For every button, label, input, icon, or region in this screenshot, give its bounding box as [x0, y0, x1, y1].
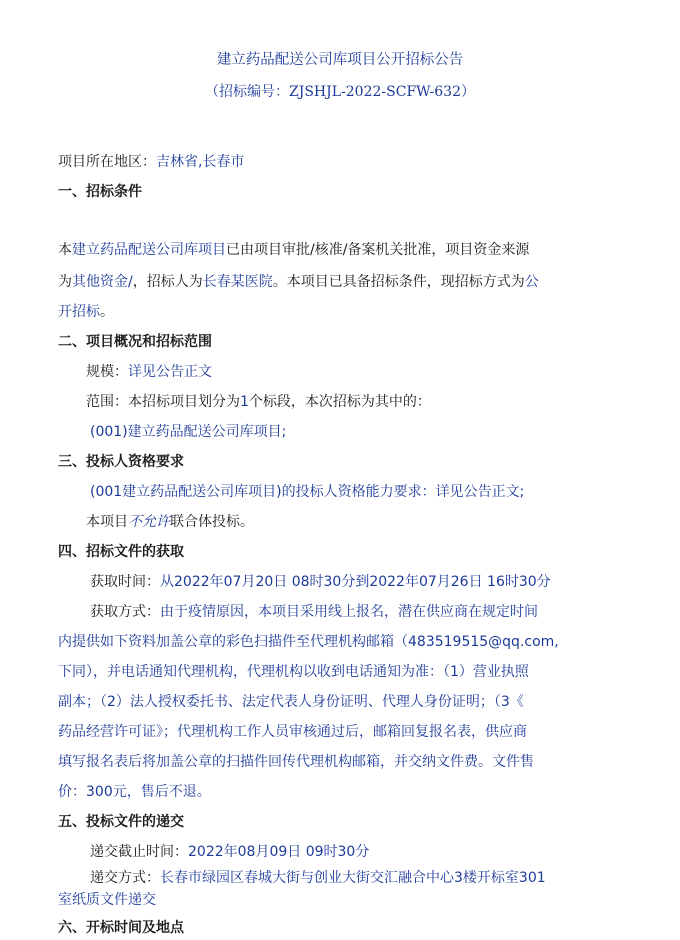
- tender-method: 开招标: [58, 304, 100, 320]
- text: 。: [100, 304, 114, 320]
- submit-way-text: 长春市绿园区春城大街与创业大街交汇融合中心3楼开标室301: [160, 870, 546, 886]
- consortium-status: 不允许: [128, 514, 170, 530]
- obtain-time: [90, 572, 551, 592]
- sec1-line-1: [58, 240, 529, 260]
- fund-source: 其他资金/: [72, 274, 133, 290]
- section-heading-4: 四、招标文件的获取: [58, 544, 184, 560]
- tenderee: 长春某医院: [202, 274, 273, 290]
- deadline-label: 递交截止时间：: [90, 844, 188, 860]
- section-heading-1: 一、招标条件: [58, 184, 142, 200]
- obtain-way-text: 由于疫情原因，本项目采用线上报名，潜在供应商在规定时间: [160, 604, 538, 620]
- obtain-way-line-3: 下同），并电话通知代理机构，代理机构以收到电话通知为准：（1）营业执照: [58, 664, 529, 680]
- page-title: 建立药品配送公司库项目公开招标公告: [216, 52, 464, 68]
- tender-code: （招标编号：ZJSHJL-2022-SCFW-632）: [205, 84, 475, 100]
- sec1-line-2: [58, 272, 539, 292]
- range-label: 范围：本招标项目划分为: [86, 394, 240, 410]
- obtain-way-line-2: 内提供如下资料加盖公章的彩色扫描件至代理机构邮箱（483519515@qq.com,: [58, 634, 559, 650]
- text: ，招标人为: [132, 274, 203, 290]
- text: 本: [58, 242, 72, 258]
- text: 为: [58, 274, 72, 290]
- obtain-way-line-4: 副本；（2）法人授权委托书、法定代表人身份证明、代理人身份证明；（3《: [58, 694, 524, 710]
- text: 本项目: [86, 514, 128, 530]
- section-heading-2: 二、项目概况和招标范围: [58, 334, 212, 350]
- lot-count: 1: [240, 394, 249, 410]
- lot-item: (001)建立药品配送公司库项目;: [90, 424, 287, 440]
- obtain-way-line-7: 价：300元，售后不退。: [58, 784, 211, 800]
- text: 已由项目审批/核准/备案机关批准，项目资金来源: [226, 242, 530, 258]
- section-heading-5: 五、投标文件的递交: [58, 814, 184, 830]
- section-heading-6: 六、开标时间及地点: [58, 920, 184, 936]
- text: 。本项目已具备招标条件，现招标方式为: [272, 274, 525, 290]
- obtain-way-line-6: 填写报名表后将加盖公章的扫描件回传代理机构邮箱，并交纳文件费。文件售: [58, 754, 534, 770]
- range-text: 个标段，本次招标为其中的：: [248, 394, 431, 410]
- obtain-time-label: 获取时间：: [90, 574, 160, 590]
- section-heading-3: 三、投标人资格要求: [58, 454, 184, 470]
- submit-way-line-2: 室纸质文件递交: [58, 892, 156, 908]
- bidder-requirement: (001建立药品配送公司库项目)的投标人资格能力要求：详见公告正文;: [90, 484, 525, 500]
- text: 联合体投标。: [170, 514, 254, 530]
- obtain-way-label: 获取方式：: [90, 604, 160, 620]
- scale-value: 详见公告正文: [128, 364, 212, 380]
- submit-way-label: 递交方式：: [90, 870, 160, 886]
- obtain-time-value: 从2022年07月20日 08时30分到2022年07月26日 16时30分: [160, 574, 551, 590]
- submit-deadline: [90, 842, 369, 862]
- scale-label: 规模：: [86, 364, 128, 380]
- tender-method: 公: [524, 274, 539, 290]
- location-value: 吉林省,长春市: [156, 154, 245, 170]
- obtain-way-line-1: [90, 602, 538, 622]
- project-scale: [86, 362, 212, 382]
- deadline-value: 2022年08月09日 09时30分: [188, 844, 370, 860]
- project-name: 建立药品配送公司库项目: [72, 242, 226, 258]
- submit-way-line-1: [90, 868, 546, 888]
- sec1-line-3: [58, 302, 114, 322]
- project-range: [86, 392, 431, 412]
- obtain-way-line-5: 药品经营许可证》；代理机构工作人员审核通过后，邮箱回复报名表，供应商: [58, 724, 527, 740]
- consortium-rule: [86, 512, 254, 532]
- location-label: 项目所在地区：: [58, 154, 156, 170]
- project-location: [58, 152, 244, 172]
